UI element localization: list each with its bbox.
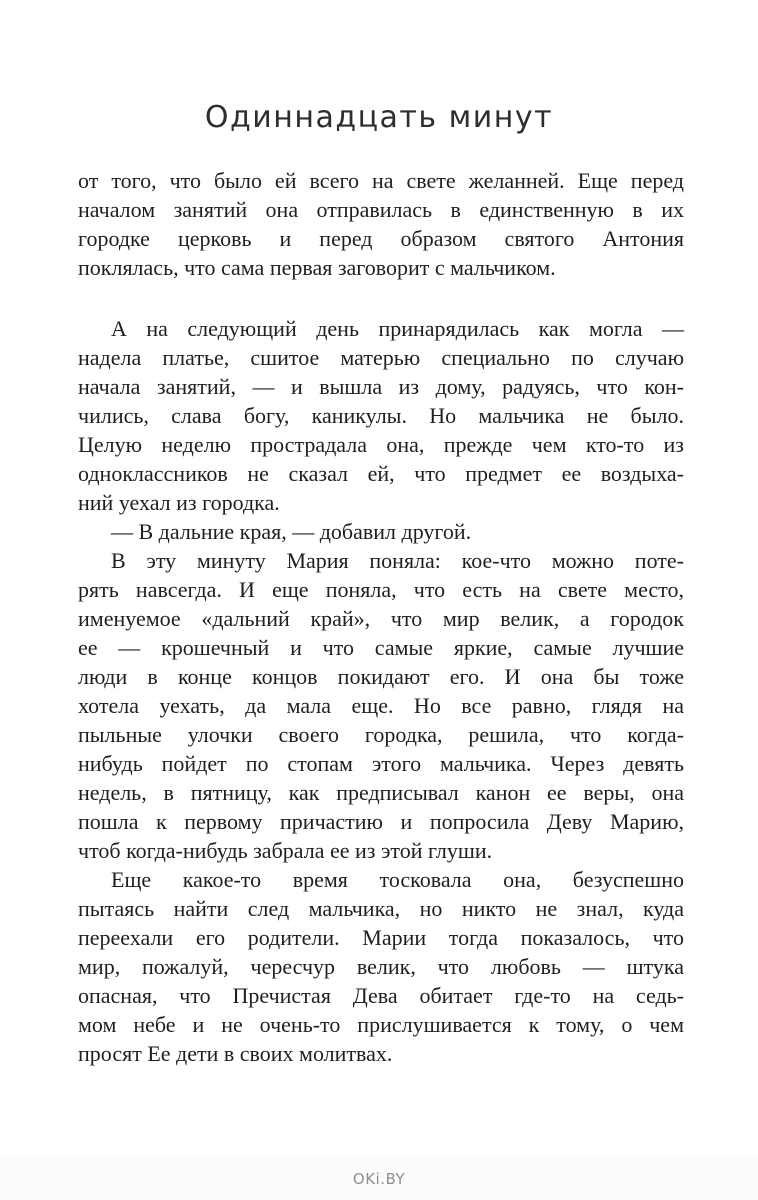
text-line: опасная, что Пречистая Дева обитает где-то на седь-	[78, 983, 684, 1008]
text-line: надела платье, сшитое матерью специально по случаю	[78, 345, 684, 370]
text-line: Целую неделю прострадала она, прежде чем кто-то из	[78, 432, 684, 457]
text-line: люди в конце концов покидают его. И она бы тоже	[78, 664, 684, 689]
text-line: ний уехал из городка.	[78, 490, 280, 515]
text-line: пытаясь найти след мальчика, но никто не знал, куда	[78, 896, 684, 921]
text-line: от того, что было ей всего на свете желанней. Еще перед	[78, 168, 684, 193]
text-line: одноклассников не сказал ей, что предмет ее воздыха-	[78, 461, 684, 486]
text-line: Еще какое-то время тосковала она, безуспешно	[111, 867, 684, 892]
text-line: началом занятий она отправилась в единственную в их	[78, 197, 684, 222]
text-line: начала занятий, — и вышла из дому, радуясь, что кон-	[78, 374, 684, 399]
paragraph	[78, 517, 684, 546]
text-line: рять навсегда. И еще поняла, что есть на свете место,	[78, 577, 684, 602]
paragraph	[78, 546, 684, 865]
text-line: пошла к первому причастию и попросила Деву Марию,	[78, 809, 684, 834]
text-line: В эту минуту Мария поняла: кое-что можно поте-	[111, 548, 684, 573]
text-line: чтоб когда-нибудь забрала ее из этой глуши.	[78, 838, 493, 863]
text-line: хотела уехать, да мала еще. Но все равно, глядя на	[78, 693, 684, 718]
text-line: А на следующий день принарядилась как могла —	[111, 316, 684, 341]
text-line: мир, пожалуй, чересчур велик, что любовь — штука	[78, 954, 684, 979]
watermark: OKi.BY	[352, 1170, 406, 1188]
text-line: пыльные улочки своего городка, решила, что когда-	[78, 722, 684, 747]
text-line: городке церковь и перед образом святого Антония	[78, 226, 684, 251]
page-title: Одиннадцать минут	[204, 100, 554, 135]
text-line: недель, в пятницу, как предписывал канон ее веры, она	[78, 780, 684, 805]
text-line: — В дальние края, — добавил другой.	[111, 519, 472, 544]
body-text	[78, 166, 684, 1068]
text-line: поклялась, что сама первая заговорит с мальчиком.	[78, 255, 556, 280]
text-line: чились, слава богу, каникулы. Но мальчика не было.	[78, 403, 684, 428]
paragraph	[78, 166, 684, 282]
text-line: просят Ее дети в своих молитвах.	[78, 1041, 393, 1066]
text-line: переехали его родители. Марии тогда показалось, что	[78, 925, 684, 950]
paragraph	[78, 314, 684, 517]
text-line: нибудь пойдет по стопам этого мальчика. Через девять	[78, 751, 684, 776]
text-line: ее — крошечный и что самые яркие, самые лучшие	[78, 635, 684, 660]
paragraph	[78, 865, 684, 1068]
text-line: именуемое «дальний край», что мир велик, а городок	[78, 606, 684, 631]
text-line: мом небе и не очень-то прислушивается к тому, о чем	[78, 1012, 684, 1037]
